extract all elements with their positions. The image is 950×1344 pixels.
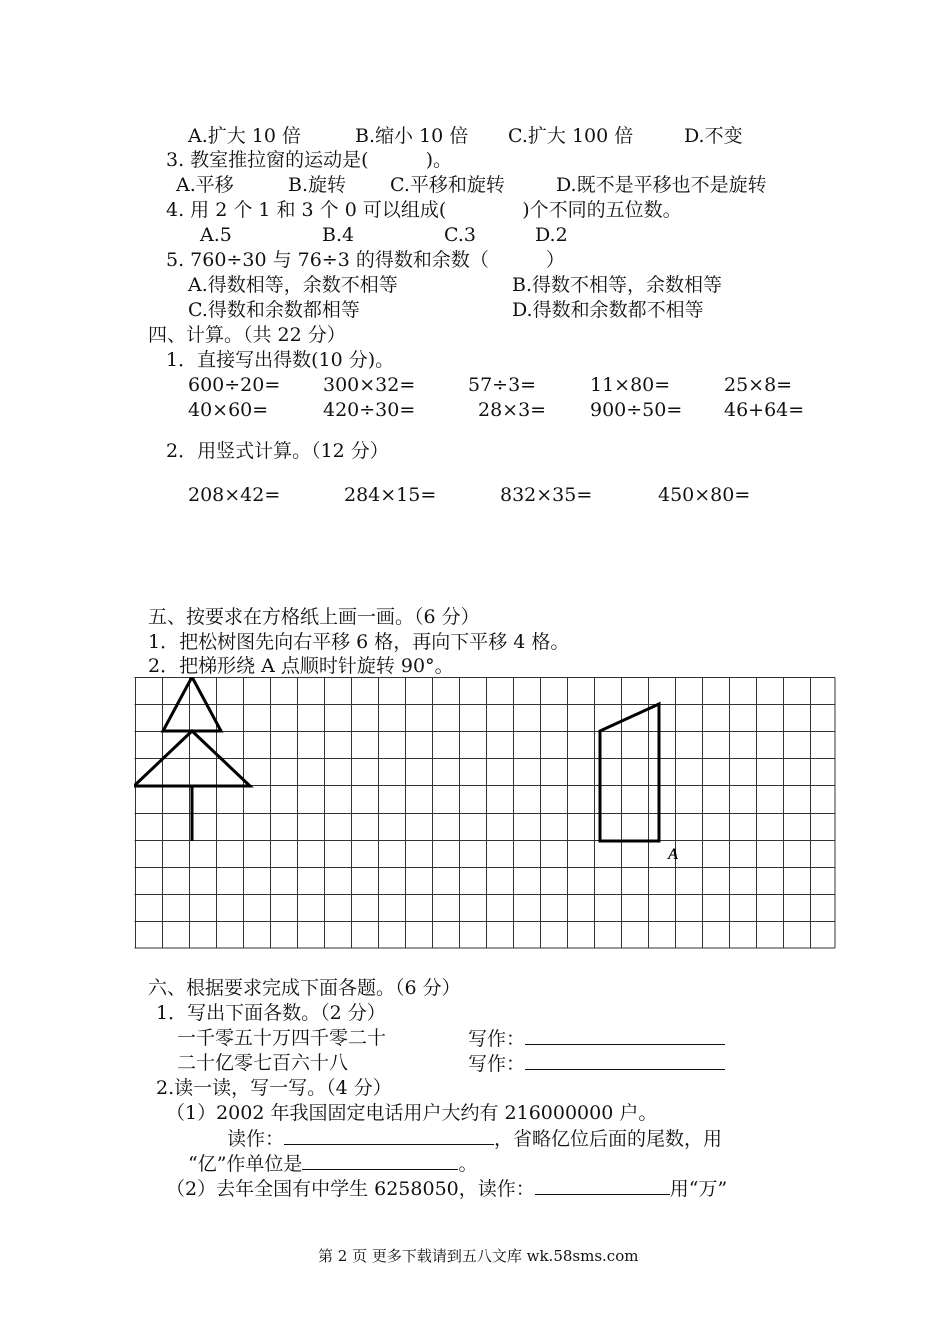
vertical-calc-4: 450×80= [658,484,751,506]
q3-option-b: B.旋转 [288,174,347,196]
q3-option-c: C.平移和旋转 [390,174,505,196]
calc-4: 11×80= [590,374,671,396]
write-label-2: 写作： [468,1051,725,1076]
q5-option-c: C.得数和余数都相等 [188,299,360,321]
calc-7: 420÷30= [323,399,416,421]
answer-blank-1[interactable] [525,1026,725,1045]
q5-option-b: B.得数不相等，余数相等 [512,274,723,296]
read-write-item-1-line: 读作： ，省略亿位后面的尾数，用 [227,1128,723,1150]
q2-option-a: A.扩大 10 倍 [188,125,302,147]
section6-title: 六、根据要求完成下面各题。（6 分） [148,977,461,999]
section6-part2-title: 2.读一读，写一写。（4 分） [156,1077,392,1099]
q5-stem: 5. 760÷30 与 76÷3 的得数和余数（ ） [166,249,565,271]
q2-option-c: C.扩大 100 倍 [508,125,634,147]
calc-5: 25×8= [724,374,793,396]
q3-stem: 3. 教室推拉窗的运动是( )。 [166,149,452,171]
read-write-item-1: （1）2002 年我国固定电话用户大约有 216000000 户。 [166,1102,658,1124]
section6-part1-title: 1．写出下面各数。（2 分） [156,1002,386,1024]
section4-part2-title: 2．用竖式计算。（12 分） [166,440,389,462]
section5-item1: 1．把松树图先向右平移 6 格，再向下平移 4 格。 [148,631,570,653]
q4-option-b: B.4 [322,224,355,246]
q4-option-c: C.3 [444,224,476,246]
q3-option-a: A.平移 [176,174,234,196]
q4-option-a: A.5 [200,224,232,246]
q3-option-d: D.既不是平移也不是旋转 [556,174,767,196]
grid-lines [135,678,836,949]
read-write-item-2: （2）去年全国有中学生 6258050，读作： 用“万” [166,1178,728,1200]
calc-1: 600÷20= [188,374,281,396]
calc-6: 40×60= [188,399,269,421]
write-label-1: 写作： [468,1026,725,1051]
vertical-calc-2: 284×15= [344,484,437,506]
q5-option-a: A.得数相等，余数不相等 [188,274,398,296]
page-footer: 第 2 页 更多下载请到五八文库 wk.58sms.com [318,1247,639,1265]
section4-title: 四、计算。（共 22 分） [148,324,346,346]
calc-9: 900÷50= [590,399,683,421]
q4-option-d: D.2 [535,224,568,246]
section5-title: 五、按要求在方格纸上画一画。（6 分） [148,606,480,628]
calc-3: 57÷3= [468,374,537,396]
answer-blank-2[interactable] [525,1051,725,1070]
calc-2: 300×32= [323,374,416,396]
read-write-item-1-line2: “亿”作单位是 。 [188,1153,478,1175]
section5-item2: 2．把梯形绕 A 点顺时针旋转 90°。 [148,655,454,677]
q2-option-b: B.缩小 10 倍 [355,125,469,147]
q4-stem: 4. 用 2 个 1 和 3 个 0 可以组成( )个不同的五位数。 [166,199,682,221]
q2-option-d: D.不变 [684,125,743,147]
answer-blank-3[interactable] [284,1126,494,1145]
section4-part1-title: 1．直接写出得数(10 分)。 [166,349,395,371]
number-words-1: 一千零五十万四千零二十 [177,1027,387,1049]
vertical-calc-1: 208×42= [188,484,281,506]
vertical-calc-3: 832×35= [500,484,593,506]
answer-blank-5[interactable] [535,1176,670,1195]
calc-10: 46+64= [724,399,805,421]
answer-blank-4[interactable] [302,1151,458,1170]
trapezoid-figure [600,704,659,841]
q5-option-d: D.得数和余数都不相等 [512,299,704,321]
number-words-2: 二十亿零七百六十八 [177,1052,349,1074]
grid-paper[interactable] [134,677,836,949]
calc-8: 28×3= [478,399,547,421]
point-a-label: A [668,846,679,863]
